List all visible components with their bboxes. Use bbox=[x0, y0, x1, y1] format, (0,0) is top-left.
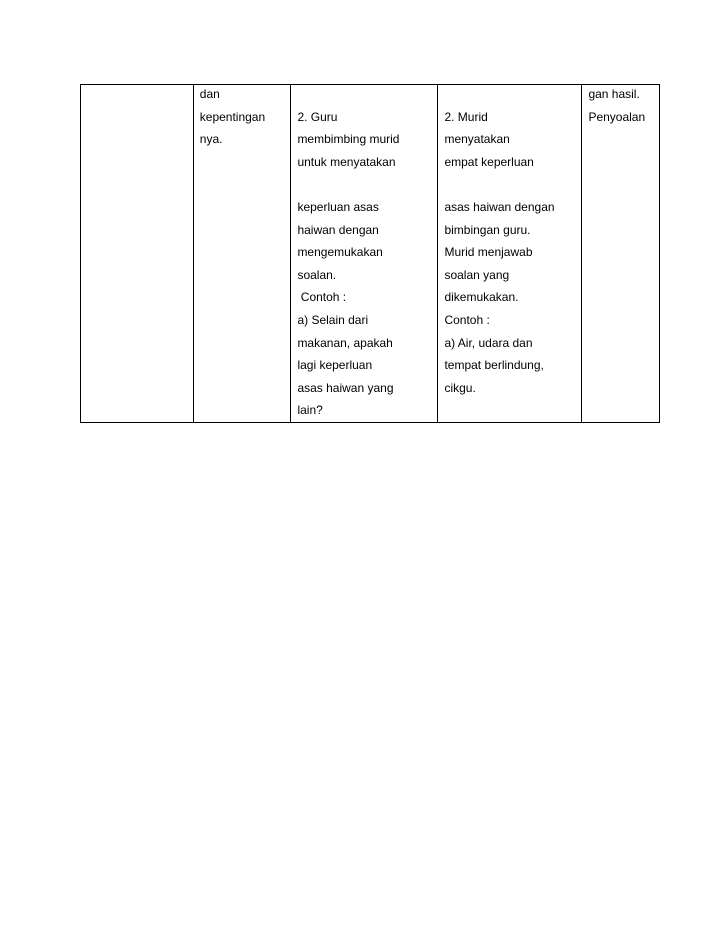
cell-text-line: cikgu. bbox=[444, 380, 476, 395]
cell-text-line: haiwan dengan bbox=[297, 222, 379, 237]
cell-text-line: lagi keperluan bbox=[297, 358, 373, 373]
table-cell-stage bbox=[81, 85, 194, 423]
cell-text-line: nya. bbox=[199, 132, 223, 147]
cell-text-line: bimbingan guru. bbox=[444, 222, 531, 237]
cell-text-line: mengemukakan bbox=[297, 245, 383, 260]
lesson-plan-table bbox=[80, 84, 660, 423]
cell-text-line: dan bbox=[199, 87, 220, 101]
cell-text-line: dikemukakan. bbox=[444, 290, 519, 305]
table-cell-teacher-activity bbox=[291, 85, 438, 423]
table-cell-content bbox=[193, 85, 291, 423]
cell-text-line: soalan yang bbox=[444, 267, 510, 282]
cell-text-line: Contoh : bbox=[444, 312, 490, 327]
cell-text-line: 2. Murid bbox=[444, 109, 488, 124]
cell-text-line: Penyoalan bbox=[588, 109, 646, 124]
cell-text-line: tempat berlindung, bbox=[444, 358, 544, 373]
cell-text-line: kepentingan bbox=[199, 109, 266, 124]
table-cell-student-activity bbox=[438, 85, 582, 423]
cell-text-line: asas haiwan dengan bbox=[444, 199, 555, 214]
cell-text-line: makanan, apakah bbox=[297, 335, 393, 350]
cell-text-line bbox=[297, 173, 437, 196]
cell-text-line: keperluan asas bbox=[297, 199, 379, 214]
cell-text-line: membimbing murid bbox=[297, 132, 400, 147]
table-cell-notes bbox=[582, 85, 660, 423]
cell-text-line: a) Selain dari bbox=[297, 312, 369, 327]
cell-text-line: menyatakan bbox=[444, 132, 510, 147]
cell-text-line: gan hasil. bbox=[588, 87, 640, 101]
table-row bbox=[81, 85, 660, 423]
cell-text-line bbox=[444, 83, 581, 106]
cell-text-line bbox=[297, 83, 437, 106]
cell-text-line: Contoh : bbox=[297, 290, 347, 305]
cell-text-line: a) Air, udara dan bbox=[444, 335, 533, 350]
cell-text-line: empat keperluan bbox=[444, 154, 534, 169]
cell-text-line: lain? bbox=[297, 403, 323, 418]
cell-text-line: asas haiwan yang bbox=[297, 380, 394, 395]
cell-text-line bbox=[444, 173, 581, 196]
cell-text-line: untuk menyatakan bbox=[297, 154, 396, 169]
cell-text-line: 2. Guru bbox=[297, 109, 338, 124]
cell-text-line: Murid menjawab bbox=[444, 245, 533, 260]
cell-text-line: soalan. bbox=[297, 267, 337, 282]
